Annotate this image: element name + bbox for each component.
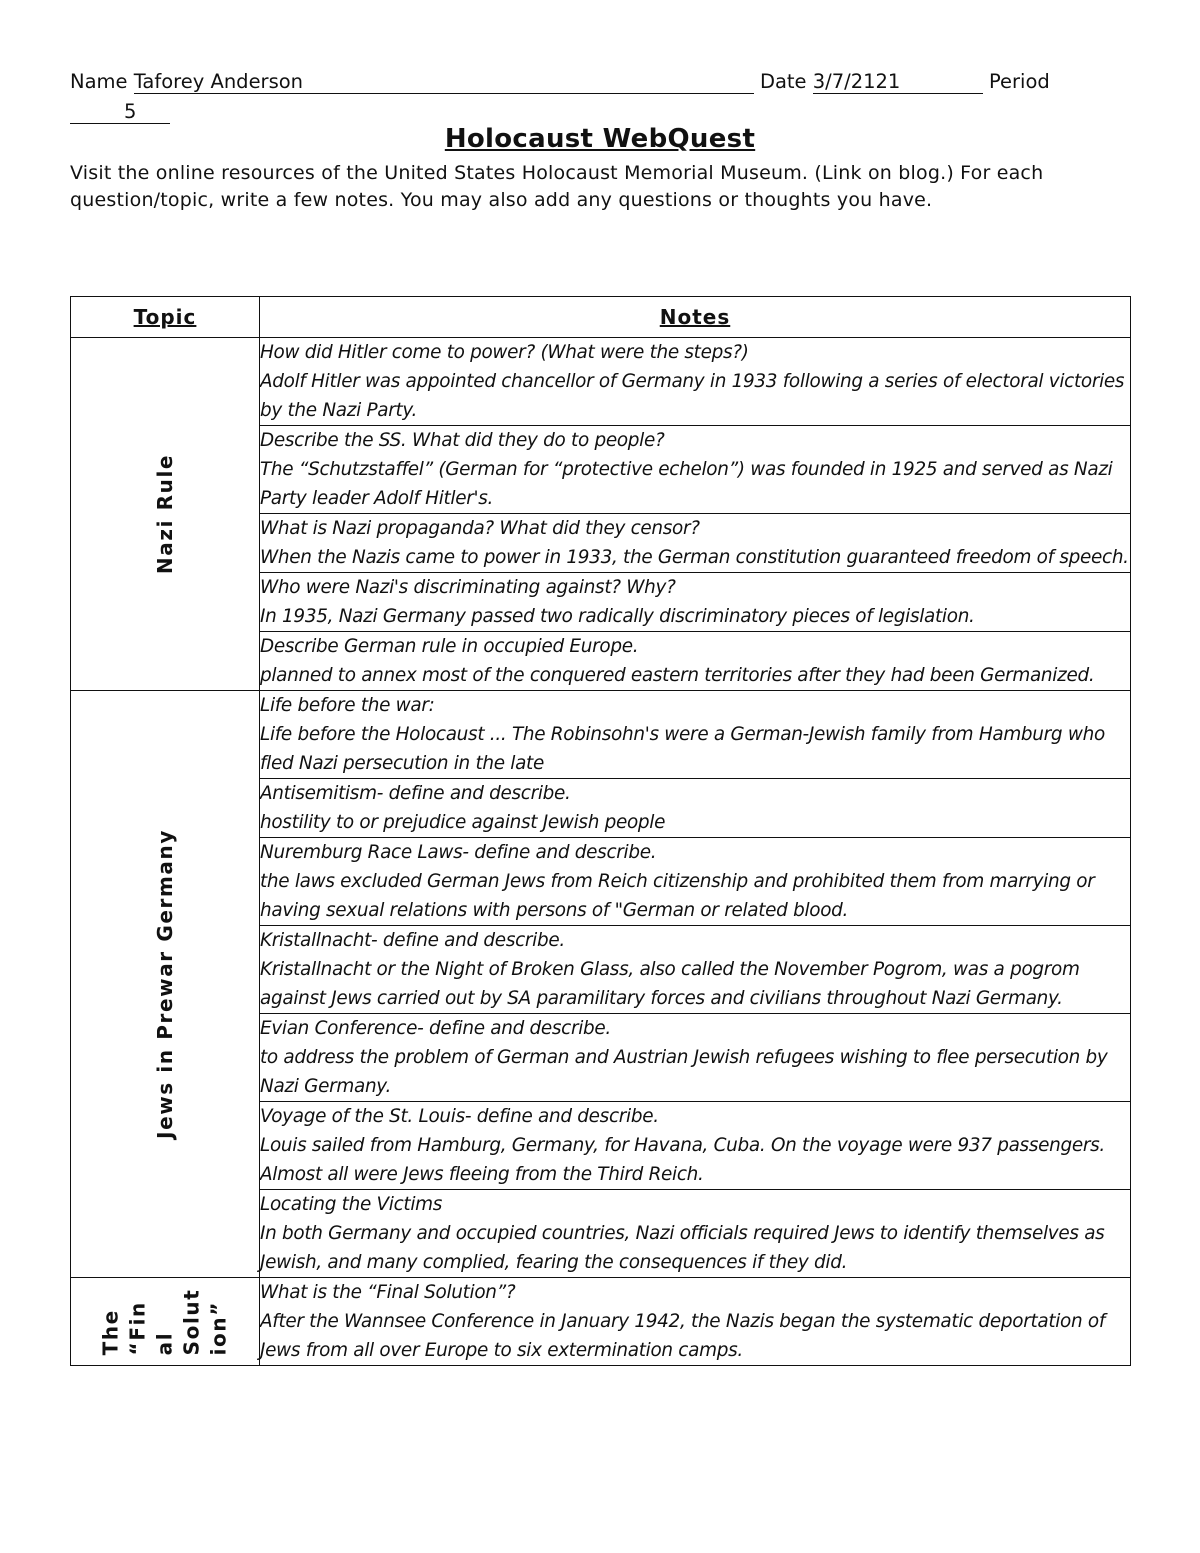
note-cell[interactable]	[260, 1190, 1131, 1278]
header-line	[70, 70, 1080, 94]
answer-text: In 1935, Nazi Germany passed two radically discriminatory pieces of legislation.	[260, 606, 975, 627]
question-text: What is Nazi propaganda? What did they censor?	[260, 518, 700, 539]
question-text: Evian Conference- define and describe.	[260, 1018, 611, 1039]
question-text: Antisemitism- define and describe.	[260, 783, 571, 804]
question-text: Locating the Victims	[260, 1194, 443, 1215]
table-row	[71, 691, 1131, 779]
answer-text: When the Nazis came to power in 1933, the German constitution guaranteed freedom of speech.	[260, 547, 1129, 568]
date-label: Date	[759, 70, 807, 93]
name-label: Name	[70, 70, 128, 93]
question-text: Voyage of the St. Louis- define and describe.	[260, 1106, 659, 1127]
name-field[interactable]: Taforey Anderson	[134, 71, 754, 94]
note-cell[interactable]	[260, 573, 1131, 632]
note-cell[interactable]	[260, 691, 1131, 779]
table-row	[71, 338, 1131, 426]
answer-text: The “Schutzstaffel” (German for “protective echelon”) was founded in 1925 and served as Nazi Party leader Adolf Hitler's.	[260, 459, 1113, 509]
note-cell[interactable]	[260, 779, 1131, 838]
topic-label: Jews in Prewar Germany	[153, 829, 177, 1139]
question-text: Who were Nazi's discriminating against? Why?	[260, 577, 676, 598]
answer-text: to address the problem of German and Austrian Jewish refugees wishing to flee persecution by Nazi Germany.	[260, 1047, 1108, 1097]
answer-text: Louis sailed from Hamburg, Germany, for Havana, Cuba. On the voyage were 937 passengers. Almost all were Jews fleeing from the Third Reich.	[260, 1135, 1105, 1185]
question-text: What is the “Final Solution”?	[260, 1282, 516, 1303]
table-header-row	[71, 297, 1131, 338]
answer-text: In both Germany and occupied countries, Nazi officials required Jews to identify themselves as Jewish, and many complied, fearing the consequences if they did.	[260, 1223, 1105, 1273]
page-title: Holocaust WebQuest	[444, 124, 756, 154]
topic-cell-final-solution	[71, 1278, 260, 1366]
answer-text: After the Wannsee Conference in January 1942, the Nazis began the systematic deportation of Jews from all over Europe to six extermination camps.	[260, 1311, 1106, 1361]
answer-text: Adolf Hitler was appointed chancellor of Germany in 1933 following a series of electoral victories by the Nazi Party.	[260, 371, 1125, 421]
intro-text: Visit the online resources of the United States Holocaust Memorial Museum. (Link on blog.) For each question/topic, write a few notes. You may also add any questions or thoughts you have.	[70, 162, 1044, 211]
note-cell[interactable]	[260, 426, 1131, 514]
note-cell[interactable]	[260, 926, 1131, 1014]
note-cell[interactable]	[260, 1102, 1131, 1190]
answer-text: Kristallnacht or the Night of Broken Glass, also called the November Pogrom, was a pogrom against Jews carried out by SA paramilitary forces and civilians throughout Nazi Germany.	[260, 959, 1080, 1009]
answer-text: hostility to or prejudice against Jewish people	[260, 812, 666, 833]
note-cell[interactable]	[260, 514, 1131, 573]
note-cell[interactable]	[260, 632, 1131, 691]
question-text: Nuremburg Race Laws- define and describe.	[260, 842, 657, 863]
date-field[interactable]: 3/7/2121	[813, 71, 983, 94]
note-cell[interactable]	[260, 1014, 1131, 1102]
question-text: Describe the SS. What did they do to people?	[260, 430, 665, 451]
webquest-table	[70, 296, 1131, 1366]
question-text: Describe German rule in occupied Europe.	[260, 636, 639, 657]
note-cell[interactable]	[260, 1278, 1131, 1366]
topic-label: Nazi Rule	[153, 453, 177, 575]
note-cell[interactable]	[260, 838, 1131, 926]
period-field[interactable]: 5	[70, 101, 170, 124]
period-label: Period	[988, 70, 1050, 93]
answer-text: planned to annex most of the conquered eastern territories after they had been Germanized.	[260, 665, 1095, 686]
topic-label: The “Fin al Solut ion”	[98, 1288, 231, 1355]
topic-cell-nazi-rule	[71, 338, 260, 691]
notes-header: Notes	[260, 297, 1131, 338]
question-text: How did Hitler come to power? (What were the steps?)	[260, 342, 749, 363]
note-cell[interactable]	[260, 338, 1131, 426]
topic-cell-jews-prewar-germany	[71, 691, 260, 1278]
table-row	[71, 1278, 1131, 1366]
topic-header: Topic	[71, 297, 260, 338]
question-text: Kristallnacht- define and describe.	[260, 930, 565, 951]
period-line	[70, 100, 170, 124]
answer-text: Life before the Holocaust ... The Robinsohn's were a German-Jewish family from Hamburg who fled Nazi persecution in the late	[260, 724, 1105, 774]
question-text: Life before the war:	[260, 695, 435, 716]
answer-text: the laws excluded German Jews from Reich citizenship and prohibited them from marrying or having sexual relations with persons of "German or related blood.	[260, 871, 1095, 921]
